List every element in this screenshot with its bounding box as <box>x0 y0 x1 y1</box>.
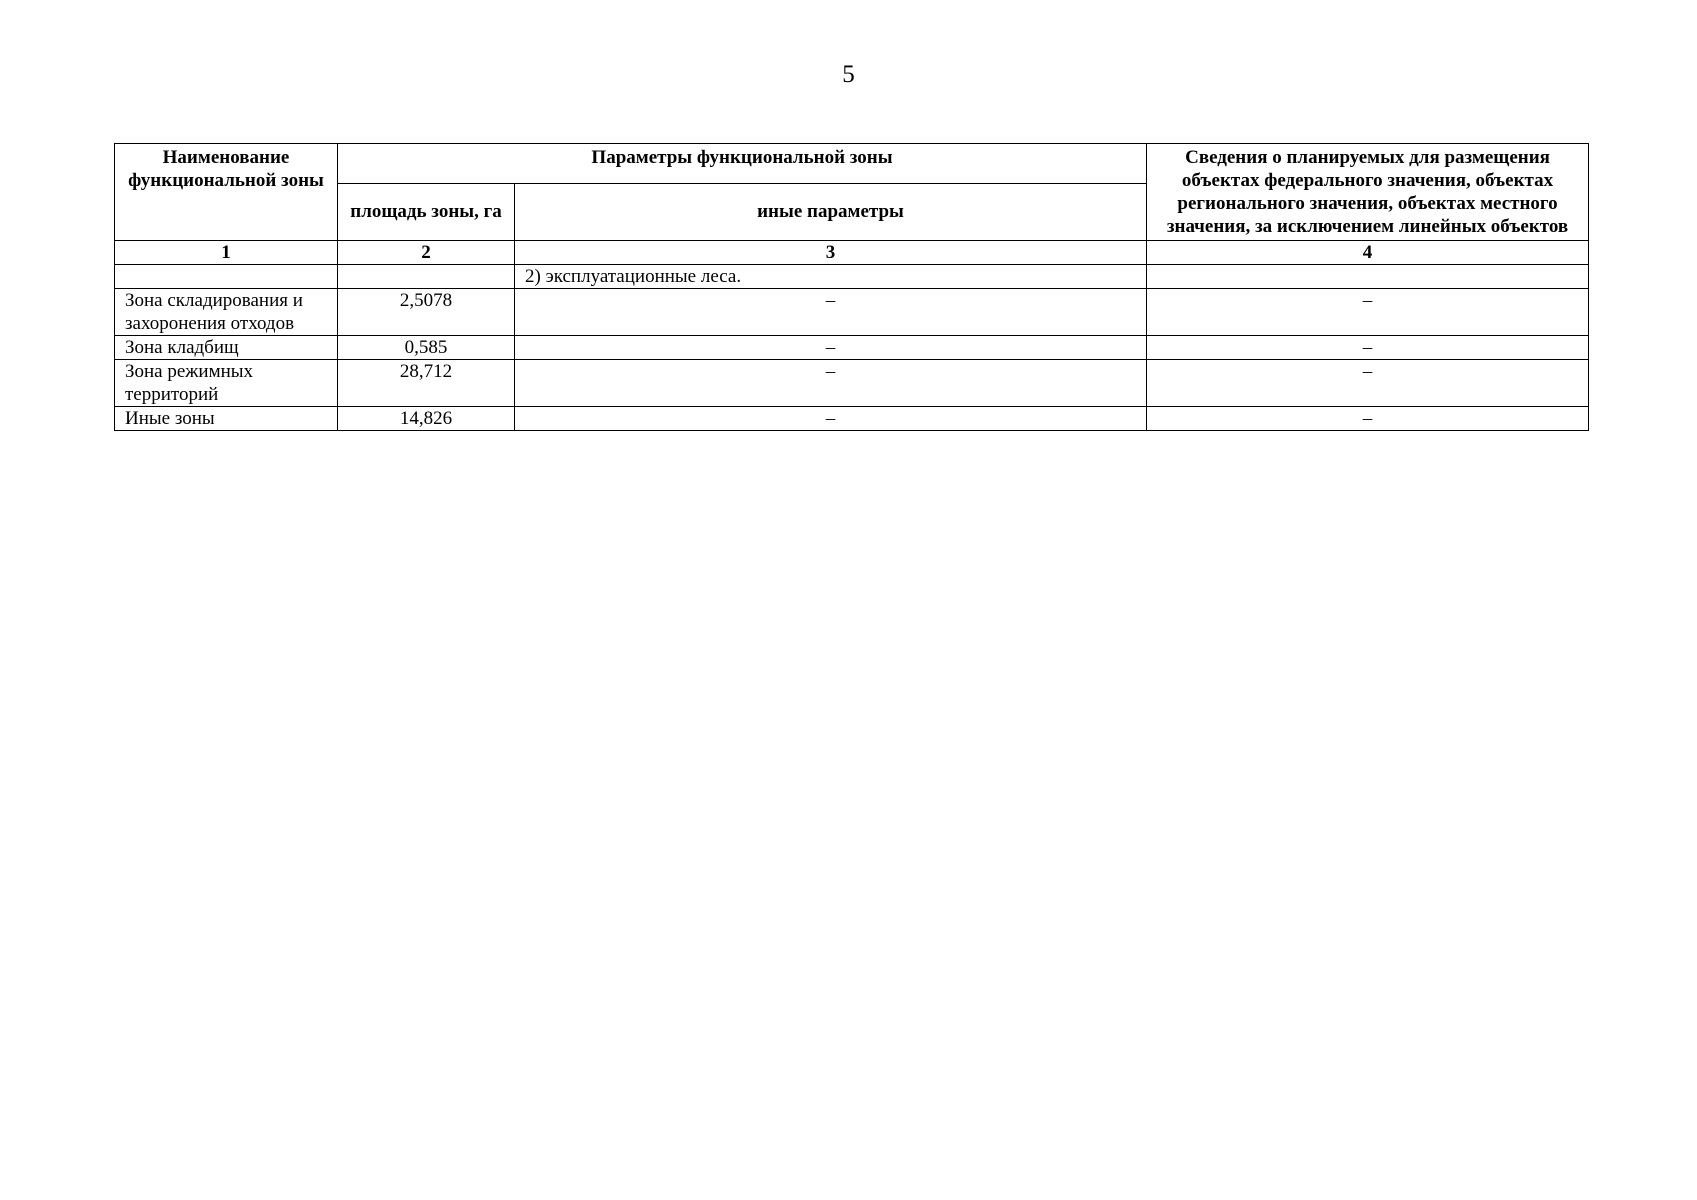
table-row <box>115 360 1589 407</box>
other-parameters-cell: – <box>515 360 1147 407</box>
zone-name-cell: Иные зоны <box>115 407 338 431</box>
zone-area-cell: 0,585 <box>338 336 515 360</box>
column-number: 2 <box>338 241 515 265</box>
table-row <box>115 336 1589 360</box>
column-number-row <box>115 241 1589 265</box>
header-other-parameters: иные параметры <box>515 183 1147 240</box>
other-parameters-cell: – <box>515 336 1147 360</box>
planned-objects-cell <box>1147 265 1589 289</box>
planned-objects-cell: – <box>1147 289 1589 336</box>
planned-objects-cell: – <box>1147 360 1589 407</box>
header-zone-area: площадь зоны, га <box>338 183 515 240</box>
column-number: 1 <box>115 241 338 265</box>
zone-area-cell: 14,826 <box>338 407 515 431</box>
other-parameters-cell: – <box>515 407 1147 431</box>
planned-objects-cell: – <box>1147 336 1589 360</box>
zone-area-cell <box>338 265 515 289</box>
page-number: 5 <box>842 61 855 88</box>
header-zone-parameters: Параметры функциональной зоны <box>338 144 1147 184</box>
table-row <box>115 265 1589 289</box>
other-parameters-cell: – <box>515 289 1147 336</box>
zone-name-cell: Зона кладбищ <box>115 336 338 360</box>
header-zone-name: Наименование функциональной зоны <box>115 144 338 241</box>
header-planned-objects: Сведения о планируемых для размещения объектах федерального значения, объектах регионального значения, объектах местного значения, за исключением линейных объектов <box>1147 144 1589 241</box>
column-number: 4 <box>1147 241 1589 265</box>
zone-area-cell: 28,712 <box>338 360 515 407</box>
zone-area-cell: 2,5078 <box>338 289 515 336</box>
column-number: 3 <box>515 241 1147 265</box>
zone-name-cell <box>115 265 338 289</box>
functional-zones-table <box>114 143 1589 431</box>
zone-name-cell: Зона складирования и захоронения отходов <box>115 289 338 336</box>
zone-name-cell: Зона режимных территорий <box>115 360 338 407</box>
table-row <box>115 407 1589 431</box>
header-row-1 <box>115 144 1589 184</box>
other-parameters-cell: 2) эксплуатационные леса. <box>515 265 1147 289</box>
planned-objects-cell: – <box>1147 407 1589 431</box>
table-row <box>115 289 1589 336</box>
